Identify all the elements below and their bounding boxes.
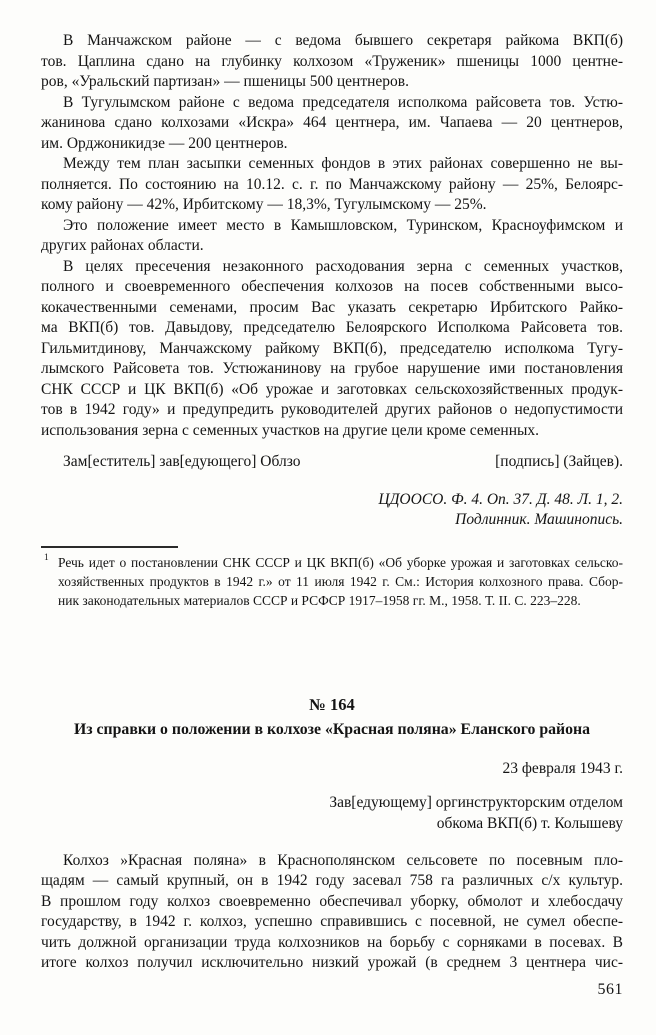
footnote-line: хозяйственных продуктов в 1942 г.» от 11 июля 1942 г. См.: История колхозного права. Сбор- xyxy=(58,573,623,589)
document-title: Из справки о положении в колхозе «Красная поляна» Еланского района xyxy=(73,721,591,739)
document-number: № 164 xyxy=(309,695,355,715)
addressee-line: Зав[едующему] оргинструкторским отделом xyxy=(329,793,623,811)
text-line: итоге колхоз получил исключительно низкий урожай (в среднем 3 центнера чис- xyxy=(41,954,623,972)
page-number: 561 xyxy=(597,981,623,998)
footnote-rule xyxy=(41,546,178,548)
paragraph xyxy=(41,154,623,216)
document-date: 23 февраля 1943 г. xyxy=(502,760,623,778)
signature-name: [подпись] (Зайцев). xyxy=(495,453,623,470)
text-line: им. Орджоникидзе — 200 центнеров. xyxy=(41,134,288,152)
footnote-line: ник законодательных материалов СССР и РСФСР 1917–1958 гг. М., 1958. Т. II. С. 223–228. xyxy=(58,593,581,609)
document-164 xyxy=(41,694,623,974)
paragraph xyxy=(41,93,623,155)
text-line: Колхоз »Красная поляна» в Краснополянском сельсовете по посевным пло- xyxy=(63,851,623,869)
text-line: государству, в 1942 г. колхоз, успешно справившись с посевной, не сумел обеспе- xyxy=(41,913,623,931)
signature-role: Зам[еститель] зав[едующего] Облзо xyxy=(63,453,301,470)
text-line: Гильмитдинову, Манчажскому райкому ВКП(б), председателю исполкома Тугу- xyxy=(41,339,623,357)
text-line: щадям — самый крупный, он в 1942 году засевал 758 га различных с/х культур. xyxy=(41,872,623,890)
text-line: тов в 1942 году» и предупредить руководителей других районов о недопустимости xyxy=(41,401,623,418)
text-line: ров, «Уральский партизан» — пшеницы 500 центнеров. xyxy=(41,73,409,90)
signature-row xyxy=(41,452,623,473)
text-line: В прошлом году колхоз своевременно обеспечивал уборку, обмолот и хлебосдачу xyxy=(41,892,623,910)
text-line: В Манчажском районе — с ведома бывшего секретаря райкома ВКП(б) xyxy=(63,32,623,49)
footnote-text: Речь идет о постановлении СНК СССР и ЦК ВКП(б) «Об уборке урожая и заготовках сельско- xyxy=(58,554,623,570)
text-line: В Тугулымском районе с ведома председателя исполкома райсовета тов. Устю- xyxy=(63,93,623,111)
text-line: тов. Цаплина сдано на глубинку колхозом «Труженик» пшеницы 1000 центне- xyxy=(41,52,623,70)
document-163 xyxy=(41,31,623,610)
text-line: чить должной организации труда колхозников на борьбу с сорняками в посевах. В xyxy=(41,933,623,951)
footnote xyxy=(41,553,623,611)
footnote-marker: 1 xyxy=(44,552,49,563)
paragraph xyxy=(41,31,623,93)
footnote-line xyxy=(41,553,623,572)
text-line: жанинова сдано колхозами «Искра» 464 центнера, им. Чапаева — 20 центнеров, xyxy=(41,114,623,131)
archive-authenticity: Подлинник. Машинопись. xyxy=(455,511,623,528)
text-line: лымского Райсовета тов. Устюжанинову на грубое нарушение ими постановления xyxy=(41,360,623,377)
text-line: полняется. По состоянию на 10.12. с. г. по Манчажскому району — 25%, Белоярс- xyxy=(41,175,623,193)
paragraph xyxy=(41,257,623,442)
archive-reference xyxy=(41,490,623,531)
text-line: СНК СССР и ЦК ВКП(б) «Об урожае и заготовках сельскохозяйственных продук- xyxy=(41,380,623,398)
text-line: ма ВКП(б) тов. Давыдову, председателю Белоярского Исполкома Райсовета тов. xyxy=(41,319,623,336)
text-line: Это положение имеет место в Камышловском, Туринском, Красноуфимском и xyxy=(63,216,623,234)
text-line: кому району — 42%, Ирбитскому — 18,3%, Тугулымскому — 25%. xyxy=(41,196,487,213)
addressee-block xyxy=(41,792,623,835)
text-line: использования зерна с семенных участков на другие цели кроме семенных. xyxy=(41,421,540,439)
archive-citation: ЦДООСО. Ф. 4. Оп. 37. Д. 48. Л. 1, 2. xyxy=(378,490,623,508)
text-line: других районах области. xyxy=(41,237,204,254)
text-line: В целях пресечения незаконного расходования зерна с семенных участков, xyxy=(63,257,623,275)
text-line: Между тем план засыпки семенных фондов в этих районах совершенно не вы- xyxy=(63,155,623,172)
addressee-line: обкома ВКП(б) т. Колышеву xyxy=(436,815,623,833)
paragraph xyxy=(41,851,623,974)
paragraph xyxy=(41,216,623,257)
text-line: кокачественными семенами, просим Вас указать секретарю Ирбитского Райко- xyxy=(41,298,623,316)
text-line: полного и своевременного обеспечения колхозов на посев собственными высо- xyxy=(41,278,623,295)
